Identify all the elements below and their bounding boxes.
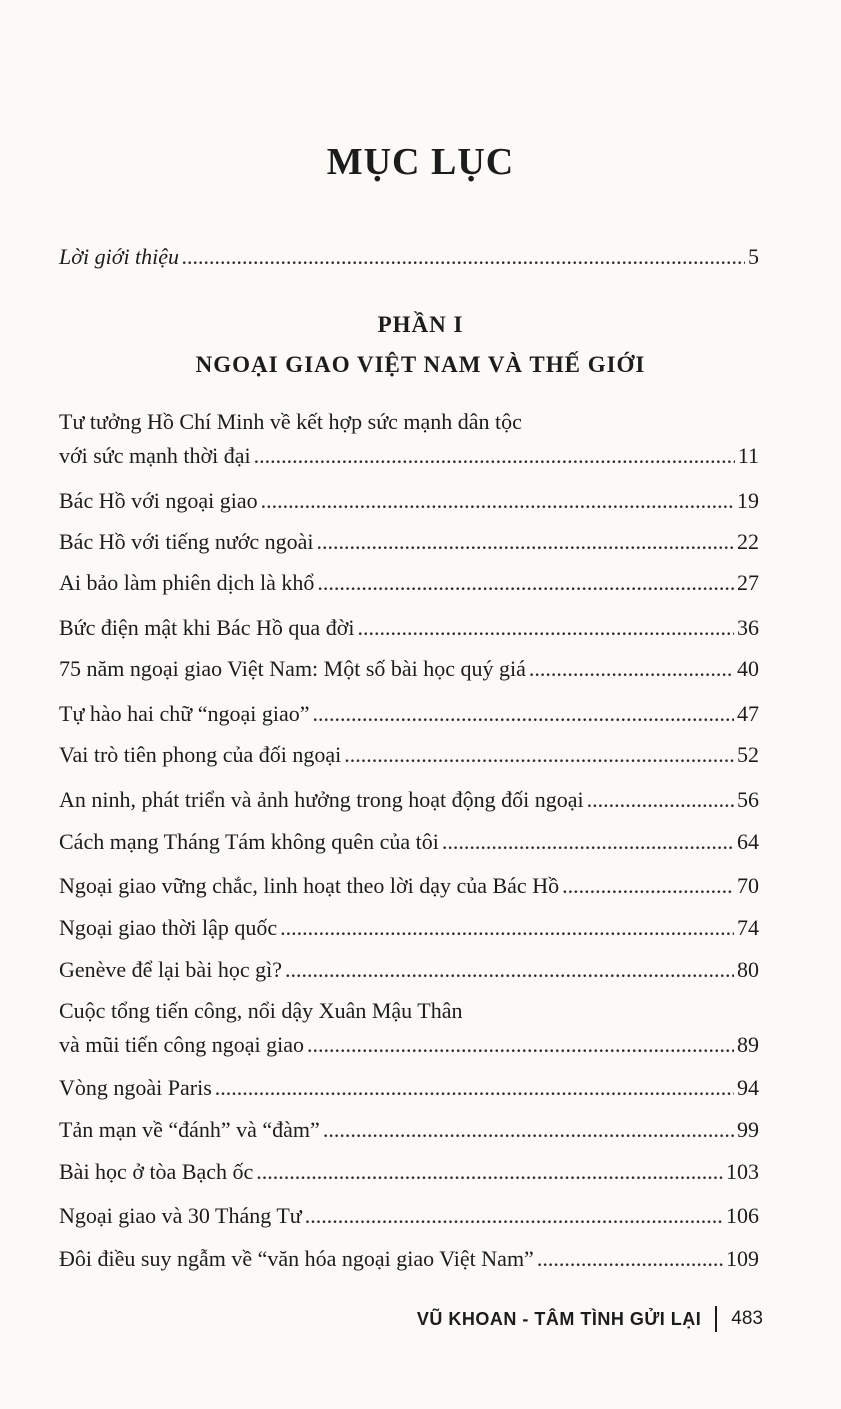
dot-leader [261, 484, 734, 518]
dot-leader [254, 439, 735, 473]
toc-entry[interactable] [59, 783, 759, 817]
toc-entry-label: Vai trò tiên phong của đối ngoại [59, 742, 342, 767]
toc-entry-label-line2: và mũi tiến công ngoại giao [59, 1032, 304, 1057]
toc-page-number: 19 [737, 488, 759, 513]
toc-entry[interactable] [59, 911, 759, 945]
toc-entry[interactable] [59, 1199, 759, 1233]
dot-leader [312, 697, 734, 731]
toc-entry-label-line1: Tư tưởng Hồ Chí Minh về kết hợp sức mạnh dân tộc [59, 409, 522, 434]
toc-entry-label: An ninh, phát triển và ảnh hưởng trong hoạt động đối ngoại [59, 787, 584, 812]
toc-page-number: 52 [737, 742, 759, 767]
toc-page-number: 109 [726, 1246, 759, 1271]
dot-leader [344, 738, 734, 772]
toc-entry-label: Tản mạn về “đánh” và “đàm” [59, 1117, 320, 1142]
toc-page-number: 11 [737, 443, 759, 468]
toc-entry[interactable] [59, 611, 759, 645]
running-footer-title: VŨ KHOAN - TÂM TÌNH GỬI LẠI [416, 1308, 702, 1329]
toc-entry[interactable] [59, 994, 759, 1062]
dot-leader [182, 240, 745, 274]
toc-entry[interactable] [59, 652, 759, 686]
toc-entry-label: Cách mạng Tháng Tám không quên của tôi [59, 829, 439, 854]
toc-page-number: 74 [737, 915, 759, 940]
toc-entry[interactable] [59, 697, 759, 731]
toc-page-number: 22 [737, 529, 759, 554]
toc-entry[interactable] [59, 825, 759, 859]
toc-entry-label-line2: với sức mạnh thời đại [59, 443, 251, 468]
dot-leader [307, 1028, 734, 1062]
toc-entry[interactable] [59, 869, 759, 903]
toc-entry-intro[interactable] [59, 240, 759, 274]
footer-divider [715, 1306, 717, 1332]
part-label: PHẦN I [377, 312, 464, 337]
toc-entry-label: Ngoại giao vững chắc, linh hoạt theo lời dạy của Bác Hồ [59, 873, 560, 898]
toc-page-number: 40 [737, 656, 759, 681]
toc-page-number: 106 [726, 1203, 759, 1228]
toc-page-number: 80 [737, 957, 759, 982]
toc-entry[interactable] [59, 484, 759, 518]
dot-leader [537, 1242, 723, 1276]
dot-leader [280, 911, 734, 945]
toc-entry[interactable] [59, 405, 759, 473]
dot-leader [587, 783, 734, 817]
toc-entry-label: Ngoại giao và 30 Tháng Tư [59, 1203, 302, 1228]
page-title: MỤC LỤC [326, 141, 515, 183]
toc-entry-label: Bác Hồ với tiếng nước ngoài [59, 529, 314, 554]
toc-entry[interactable] [59, 738, 759, 772]
toc-entry-label: Bác Hồ với ngoại giao [59, 488, 258, 513]
toc-page-number: 89 [737, 1032, 759, 1057]
dot-leader [215, 1071, 734, 1105]
toc-entry-label-line1: Cuộc tổng tiến công, nổi dậy Xuân Mậu Thân [59, 998, 463, 1023]
toc-entry[interactable] [59, 525, 759, 559]
dot-leader [317, 525, 734, 559]
toc-entry-label: Ngoại giao thời lập quốc [59, 915, 278, 940]
toc-page-number: 36 [737, 615, 759, 640]
toc-page-number: 103 [726, 1159, 759, 1184]
toc-entry[interactable] [59, 1242, 759, 1276]
page-number: 483 [731, 1308, 763, 1329]
dot-leader [317, 566, 734, 600]
toc-entry[interactable] [59, 1113, 759, 1147]
toc-page-number: 5 [748, 244, 759, 269]
dot-leader [442, 825, 734, 859]
dot-leader [256, 1155, 723, 1189]
toc-page-number: 99 [737, 1117, 759, 1142]
toc-entry-label: Bức điện mật khi Bác Hồ qua đời [59, 615, 355, 640]
toc-entry-label: Vòng ngoài Paris [59, 1075, 212, 1100]
part-title: NGOẠI GIAO VIỆT NAM VÀ THẾ GIỚI [195, 352, 646, 377]
toc-entry[interactable] [59, 1155, 759, 1189]
toc-entry-label: Bài học ở tòa Bạch ốc [59, 1159, 254, 1184]
toc-entry-label: Đôi điều suy ngẫm về “văn hóa ngoại giao Việt Nam” [59, 1246, 534, 1271]
toc-entry-label: 75 năm ngoại giao Việt Nam: Một số bài học quý giá [59, 656, 526, 681]
toc-entry-label: Tự hào hai chữ “ngoại giao” [59, 701, 310, 726]
dot-leader [529, 652, 734, 686]
toc-page-number: 70 [737, 873, 759, 898]
dot-leader [323, 1113, 734, 1147]
dot-leader [305, 1199, 723, 1233]
dot-leader [357, 611, 734, 645]
toc-page-number: 27 [737, 570, 759, 595]
dot-leader [285, 953, 734, 987]
page-footer [417, 1306, 763, 1332]
toc-page-number: 56 [737, 787, 759, 812]
toc-entry-label: Ai bảo làm phiên dịch là khổ [59, 570, 315, 595]
toc-entry[interactable] [59, 1071, 759, 1105]
toc-entry-label: Lời giới thiệu [59, 244, 180, 269]
toc-page-number: 64 [737, 829, 759, 854]
toc-page-number: 94 [737, 1075, 759, 1100]
toc-entry-label: Genève để lại bài học gì? [59, 957, 282, 982]
toc-entry[interactable] [59, 953, 759, 987]
dot-leader [562, 869, 734, 903]
toc-page-number: 47 [737, 701, 759, 726]
toc-entry[interactable] [59, 566, 759, 600]
